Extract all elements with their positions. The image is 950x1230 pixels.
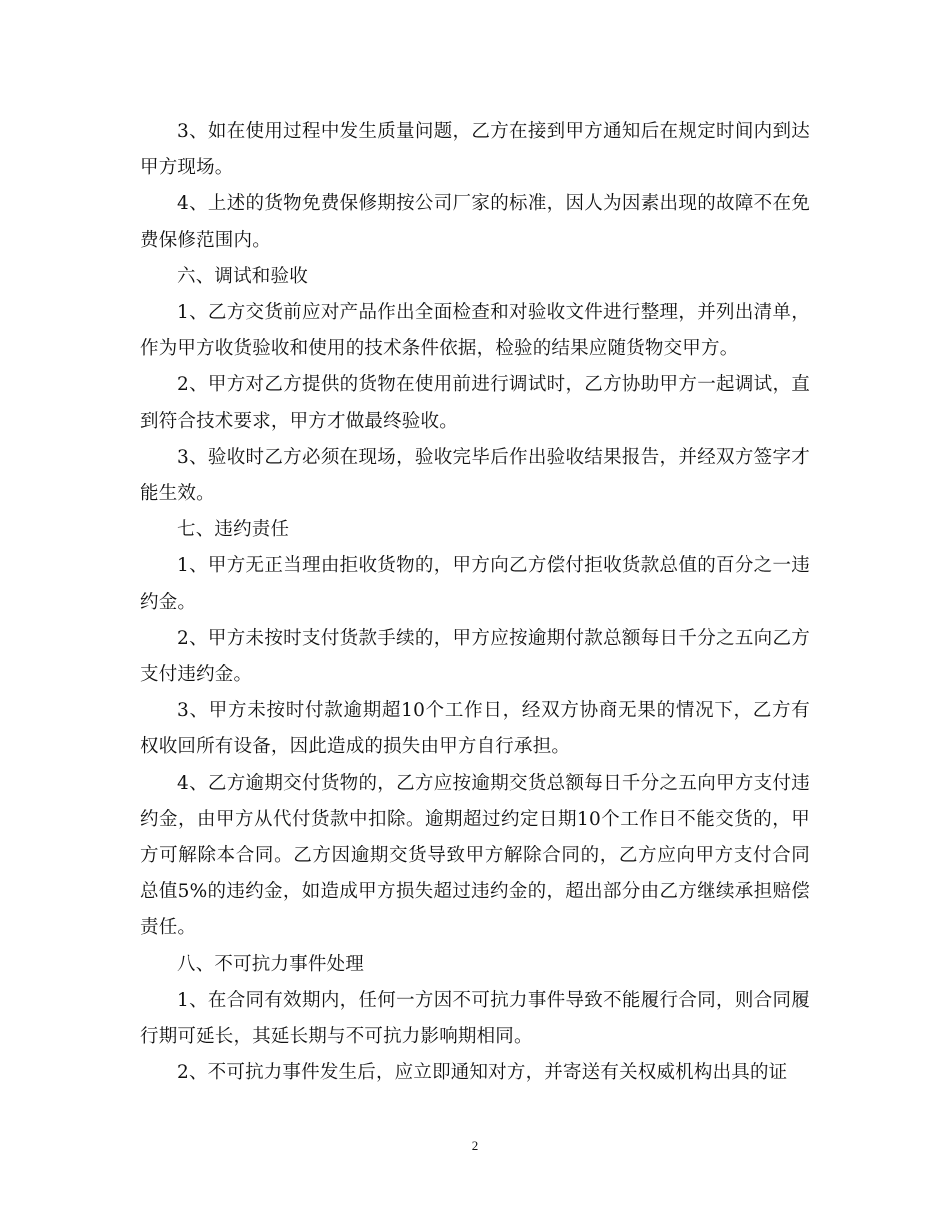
paragraph-breach-1: 1、甲方无正当理由拒收货物的，甲方向乙方偿付拒收货款总值的百分之一违约金。 bbox=[140, 555, 810, 613]
paragraph-force-majeure-2: 2、不可抗力事件发生后，应立即通知对方，并寄送有关权威机构出具的证 bbox=[177, 1062, 788, 1084]
paragraph-clause-4-warranty: 4、上述的货物免费保修期按公司厂家的标准，因人为因素出现的故障不在免费保修范围内。 bbox=[140, 193, 810, 251]
paragraph-acceptance-1: 1、乙方交货前应对产品作出全面检查和对验收文件进行整理，并列出清单，作为甲方收货验收和使用的技术条件依据，检验的结果应随货物交甲方。 bbox=[140, 302, 810, 360]
page-number: 2 bbox=[471, 1138, 479, 1153]
paragraph-breach-2: 2、甲方未按时支付货款手续的，甲方应按逾期付款总额每日千分之五向乙方支付违约金。 bbox=[140, 627, 810, 686]
paragraph-acceptance-3: 3、验收时乙方必须在现场，验收完毕后作出验收结果报告，并经双方签字才能生效。 bbox=[140, 446, 810, 505]
paragraph-breach-3: 3、甲方未按时付款逾期超10个工作日，经双方协商无果的情况下，乙方有权收回所有设备，因此造成的损失由甲方自行承担。 bbox=[140, 700, 810, 758]
section-heading-force-majeure: 八、不可抗力事件处理 bbox=[177, 953, 365, 975]
section-heading-breach: 七、违约责任 bbox=[177, 519, 290, 541]
section-heading-debug-acceptance: 六、调试和验收 bbox=[177, 265, 308, 287]
document-body bbox=[140, 114, 810, 1091]
paragraph-breach-4: 4、乙方逾期交付货物的，乙方应按逾期交货总额每日千分之五向甲方支付违约金，由甲方从代付货款中扣除。逾期超过约定日期10个工作日不能交货的，甲方可解除本合同。乙方因逾期交货导致甲方解除合同的，乙方应向甲方支付合同总值5%的违约金，如造成甲方损失超过违约金的，超出部分由乙方继续承担赔偿责任。 bbox=[140, 772, 810, 939]
paragraph-clause-3-quality-issue: 3、如在使用过程中发生质量问题，乙方在接到甲方通知后在规定时间内到达甲方现场。 bbox=[140, 121, 810, 179]
paragraph-acceptance-2: 2、甲方对乙方提供的货物在使用前进行调试时，乙方协助甲方一起调试，直到符合技术要求，甲方才做最终验收。 bbox=[140, 374, 810, 432]
paragraph-force-majeure-1: 1、在合同有效期内，任何一方因不可抗力事件导致不能履行合同，则合同履行期可延长，其延长期与不可抗力影响期相同。 bbox=[140, 989, 810, 1048]
